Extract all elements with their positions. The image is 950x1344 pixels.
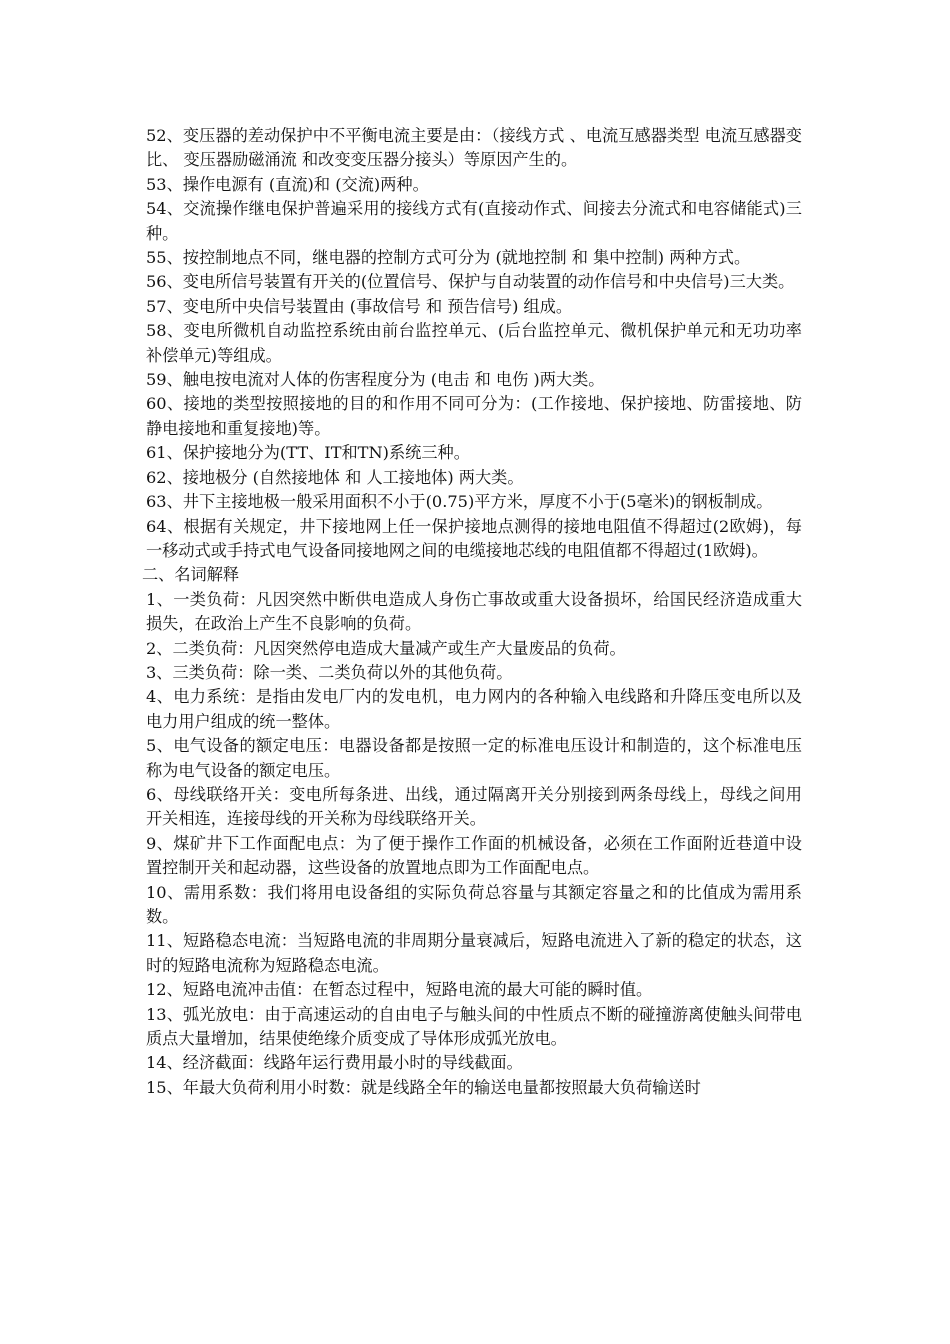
- paragraph-59: 59、触电按电流对人体的伤害程度分为 (电击 和 电伤 )两大类。: [146, 370, 605, 390]
- definition-12: 12、短路电流冲击值：在暂态过程中，短路电流的最大可能的瞬时值。: [146, 980, 653, 1000]
- definition-4: 4、电力系统：是指由发电厂内的发电机，电力网内的各种输入电线路和升降压变电所以及电力用户组成的统一整体。: [146, 687, 802, 731]
- definition-5: 5、电气设备的额定电压：电器设备都是按照一定的标准电压设计和制造的，这个标准电压称为电气设备的额定电压。: [146, 736, 802, 780]
- definition-10: 10、需用系数：我们将用电设备组的实际负荷总容量与其额定容量之和的比值成为需用系数。: [146, 882, 802, 926]
- paragraph-60: 60、接地的类型按照接地的目的和作用不同可分为：(工作接地、保护接地、防雷接地、防静电接地和重复接地)等。: [146, 394, 802, 438]
- document-page: [142, 124, 802, 1100]
- paragraph-55: 55、按控制地点不同，继电器的控制方式可分为 (就地控制 和 集中控制) 两种方式。: [146, 248, 751, 268]
- paragraph-57: 57、变电所中央信号装置由 (事故信号 和 预告信号) 组成。: [146, 296, 573, 316]
- definition-13: 13、弧光放电：由于高速运动的自由电子与触头间的中性质点不断的碰撞游离使触头间带电质点大量增加，结果使绝缘介质变成了导体形成弧光放电。: [146, 1004, 802, 1049]
- definition-15: 15、年最大负荷利用小时数：就是线路全年的输送电量都按照最大负荷输送时: [146, 1077, 701, 1097]
- paragraph-61: 61、保护接地分为(TT、IT和TN)系统三种。: [146, 443, 470, 463]
- paragraph-53: 53、操作电源有 (直流)和 (交流)两种。: [146, 174, 429, 194]
- section-heading: 二、名词解释: [142, 565, 240, 585]
- definition-11: 11、短路稳态电流：当短路电流的非周期分量衰减后，短路电流进入了新的稳定的状态，这时的短路电流称为短路稳态电流。: [146, 931, 802, 975]
- paragraph-63: 63、井下主接地极一般采用面积不小于(0.75)平方米，厚度不小于(5毫米)的钢板制成。: [146, 492, 773, 512]
- definition-14: 14、经济截面：线路年运行费用最小时的导线截面。: [146, 1053, 523, 1073]
- paragraph-56: 56、变电所信号装置有开关的(位置信号、保护与自动装置的动作信号和中央信号)三大类。: [146, 272, 795, 292]
- definition-1: 1、一类负荷：凡因突然中断供电造成人身伤亡事故或重大设备损坏，给国民经济造成重大损失，在政治上产生不良影响的负荷。: [146, 589, 802, 634]
- paragraph-64: 64、根据有关规定，井下接地网上任一保护接地点测得的接地电阻值不得超过(2欧姆)，每一移动式或手持式电气设备同接地网之间的电缆接地芯线的电阻值都不得超过(1欧姆)。: [146, 516, 802, 560]
- paragraph-54: 54、交流操作继电保护普遍采用的接线方式有(直接动作式、间接去分流式和电容储能式)三种。: [146, 199, 802, 243]
- paragraph-52: 52、变压器的差动保护中不平衡电流主要是由：（接线方式 、电流互感器类型 电流互感器变比、 变压器励磁涌流 和改变变压器分接头）等原因产生的。: [146, 126, 802, 170]
- definition-3: 3、三类负荷：除一类、二类负荷以外的其他负荷。: [146, 662, 513, 682]
- paragraph-62: 62、接地极分 (自然接地体 和 人工接地体) 两大类。: [146, 467, 524, 487]
- definition-2: 2、二类负荷：凡因突然停电造成大量减产或生产大量废品的负荷。: [146, 638, 626, 658]
- definition-9: 9、煤矿井下工作面配电点：为了便于操作工作面的机械设备，必须在工作面附近巷道中设置控制开关和起动器，这些设备的放置地点即为工作面配电点。: [146, 833, 802, 878]
- definition-6: 6、母线联络开关：变电所每条进、出线，通过隔离开关分别接到两条母线上，母线之间用开关相连，连接母线的开关称为母线联络开关。: [146, 784, 802, 829]
- paragraph-58: 58、变电所微机自动监控系统由前台监控单元、(后台监控单元、微机保护单元和无功功率补偿单元)等组成。: [146, 321, 802, 365]
